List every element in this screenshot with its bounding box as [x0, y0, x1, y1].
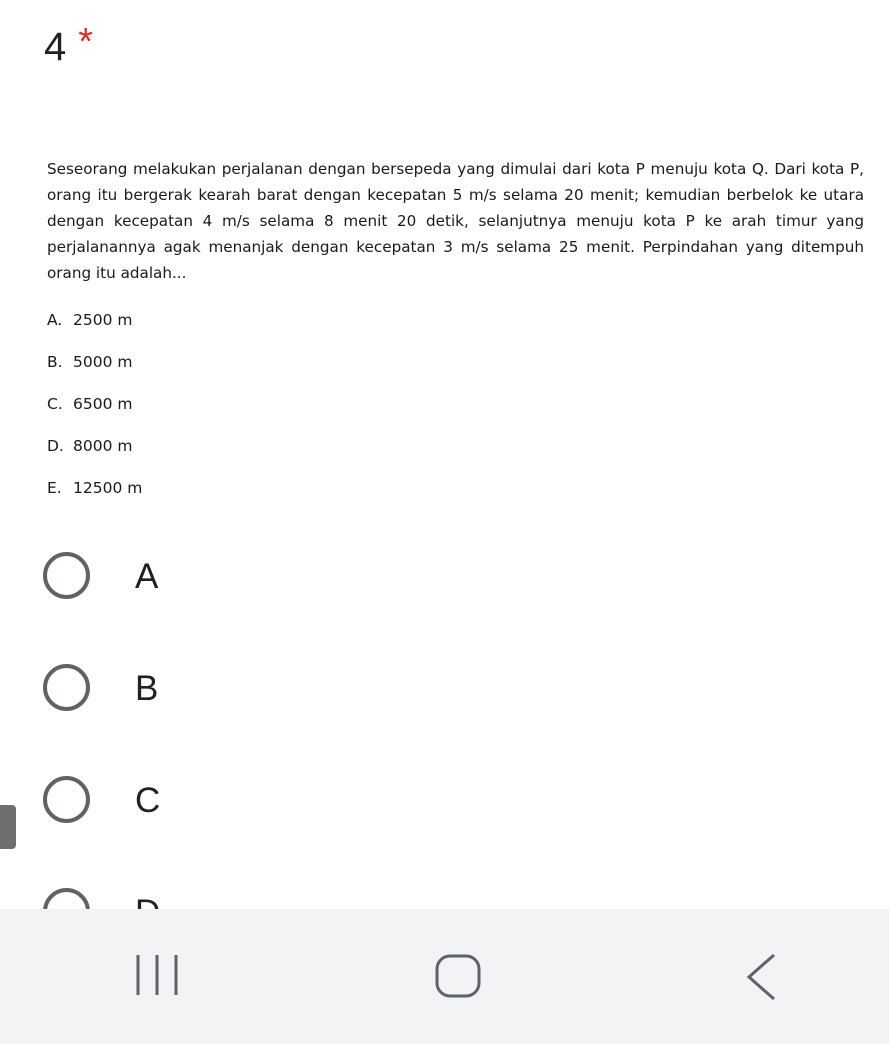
question-header [44, 22, 93, 72]
choice-value: 12500 m [73, 479, 143, 497]
radio-option-b[interactable] [43, 661, 343, 773]
required-marker: * [78, 21, 94, 63]
scroll-handle[interactable] [0, 805, 16, 849]
radio-option-label: B [135, 669, 159, 708]
question-text: Seseorang melakukan perjalanan dengan bersepeda yang dimulai dari kota P menuju kota Q. Dari kota P, orang itu bergerak kearah barat dengan kecepatan 5 m/s selama 20 menit; kemudian berbelok ke utara dengan kecepatan 4 m/s selama 8 menit 20 detik, selanjutnya menuju kota P ke arah timur yang perjalanannya agak menanjak dengan kecepatan 3 m/s selama 25 menit. Perpindahan yang ditempuh orang itu adalah... [47, 160, 864, 282]
choice-value: 2500 m [73, 311, 133, 329]
choice-line-b [47, 348, 142, 390]
choice-line-a [47, 306, 142, 348]
choice-value: 5000 m [73, 353, 133, 371]
question-number: 4 [44, 25, 67, 69]
choice-value: 8000 m [73, 437, 133, 455]
radio-option-c[interactable] [43, 773, 343, 885]
home-icon[interactable] [434, 953, 482, 999]
choice-letter: E. [47, 479, 62, 497]
radio-button-c[interactable] [43, 776, 90, 823]
radio-option-label: A [135, 557, 159, 596]
radio-button-a[interactable] [43, 552, 90, 599]
answer-choices-list [47, 306, 142, 516]
radio-option-label: C [135, 781, 161, 820]
choice-line-e [47, 474, 142, 516]
recents-icon[interactable] [135, 953, 179, 997]
radio-option-a[interactable] [43, 549, 343, 661]
choice-letter: D. [47, 437, 64, 455]
choice-line-c [47, 390, 142, 432]
choice-letter: A. [47, 311, 63, 329]
choice-letter: B. [47, 353, 63, 371]
back-icon[interactable] [744, 953, 778, 1001]
radio-button-b[interactable] [43, 664, 90, 711]
system-navigation-bar [0, 909, 889, 1044]
choice-line-d [47, 432, 142, 474]
choice-value: 6500 m [73, 395, 133, 413]
choice-letter: C. [47, 395, 63, 413]
